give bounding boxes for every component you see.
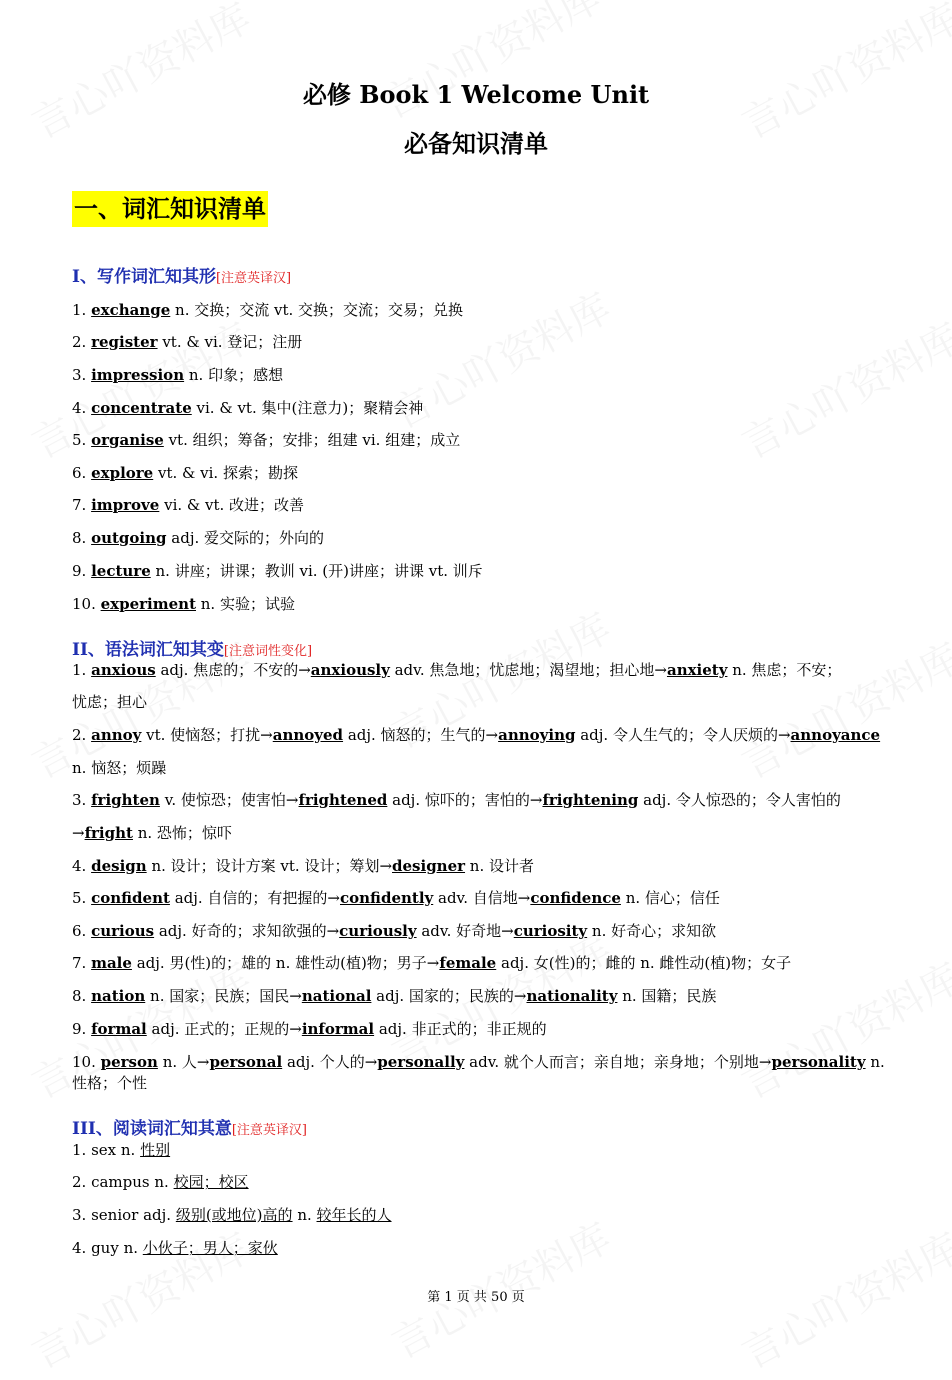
vocab-word: exchange [91,301,171,319]
vocab-prompt: 4. guy n. [72,1239,143,1257]
vocab-definition: n. 印象；感想 [184,366,284,384]
list-item [72,1238,278,1258]
vocab-text: adj. 女(性)的；雌的 n. 雌性动(植)物；女子 [496,954,792,972]
vocab-prompt: 1. sex n. [72,1141,141,1159]
watermark [731,307,952,470]
list-item [72,790,841,810]
list-item [72,1052,885,1072]
list-item [72,463,298,483]
vocab-text: 2. [72,726,92,744]
vocab-word: organise [91,431,164,449]
page-subtitle: 必备知识清单 [404,129,548,158]
vocab-text: n. 设计者 [465,857,534,875]
vocab-word: female [439,954,497,972]
vocab-answer: 校园；校区 [173,1173,249,1191]
list-item [72,561,483,581]
vocab-definition: vi. & vt. 集中(注意力)；聚精会神 [191,399,424,417]
part2-heading-text: II、语法词汇知其变 [72,640,224,660]
vocab-word: confidently [340,889,434,907]
vocab-word: anxiously [310,661,390,679]
part3-note: [注意英译汉] [231,1123,308,1138]
vocab-word: personally [377,1053,465,1071]
list-item [72,856,534,876]
vocab-text: n. 恐怖；惊吓 [132,824,232,842]
vocab-text: n. 国家；民族；国民→ [145,987,302,1005]
vocab-text: adj. 令人生气的；令人厌烦的→ [575,726,791,744]
page-footer: 第 1 页 共 50 页 [427,1290,525,1305]
item-number: 1. [72,301,92,319]
vocab-text: adj. 惊吓的；害怕的→ [387,791,543,809]
vocab-text: n. 人→ [157,1053,210,1071]
vocab-text: 5. [72,889,92,907]
list-item [72,332,302,352]
vocab-word: frighten [91,791,160,809]
vocab-text: 6. [72,922,92,940]
item-number: 5. [72,431,92,449]
vocab-definition: vt. 组织；筹备；安排；组建 vi. 组建；成立 [163,431,461,449]
part3-heading-text: III、阅读词汇知其意 [72,1119,232,1139]
list-item [72,1019,547,1039]
item-number: 8. [72,529,92,547]
item-number: 2. [72,333,92,351]
vocab-word: confident [91,889,170,907]
vocab-word: explore [91,464,154,482]
vocab-text: → [72,824,85,842]
vocab-word: outgoing [91,529,167,547]
vocab-word: design [91,857,147,875]
vocab-word: nationality [526,987,618,1005]
watermark [731,627,952,790]
vocab-word: curious [91,922,155,940]
vocab-text: adj. 恼怒的；生气的→ [343,726,499,744]
part2-note: [注意词性变化] [223,644,313,659]
vocab-word: lecture [91,562,151,580]
vocab-definition: vt. & vi. 登记；注册 [157,333,303,351]
vocab-text: 1. [72,661,92,679]
vocab-word: person [100,1053,158,1071]
vocab-text: adv. 焦急地；忧虑地；渴望地；担心地→ [389,661,667,679]
vocab-word: frightened [298,791,388,809]
vocab-word: anxiety [666,661,728,679]
list-item [72,1073,147,1093]
vocab-word: personality [771,1053,866,1071]
vocab-text: 性格；个性 [72,1074,148,1092]
vocab-text: 8. [72,987,92,1005]
vocab-word: curiosity [513,922,588,940]
list-item [72,725,880,745]
list-item [72,921,716,941]
part1-heading [72,262,291,287]
vocab-text: adv. 自信地→ [433,889,531,907]
list-item [72,888,720,908]
list-item [72,660,841,680]
part1-note: [注意英译汉] [215,271,292,286]
vocab-word: annoying [498,726,576,744]
vocab-word: nation [91,987,146,1005]
vocab-text: vt. 使恼怒；打扰→ [141,726,273,744]
vocab-text: adj. 正式的；正规的→ [146,1020,302,1038]
list-item [72,1140,170,1160]
vocab-text: 3. [72,791,92,809]
list-item [72,300,463,320]
item-number: 7. [72,496,92,514]
vocab-text: 9. [72,1020,92,1038]
vocab-word: national [301,987,372,1005]
vocab-word: improve [91,496,160,514]
vocab-text: n. 设计；设计方案 vt. 设计；筹划→ [146,857,393,875]
list-item [72,1205,392,1225]
vocab-word: concentrate [91,399,192,417]
vocab-word: frightening [542,791,639,809]
vocab-answer: 级别(或地位)高的 [175,1206,293,1224]
vocab-word: fright [84,824,133,842]
list-item [72,823,232,843]
list-item [72,1172,249,1192]
item-number: 9. [72,562,92,580]
vocab-text: n. 信心；信任 [620,889,720,907]
list-item [72,398,423,418]
vocab-text: adv. 就个人而言；亲自地；亲身地；个别地→ [464,1053,772,1071]
vocab-definition: vt. & vi. 探索；勘探 [153,464,298,482]
list-item [72,495,304,515]
vocab-answer: 较年长的人 [316,1206,392,1224]
vocab-word: annoyed [272,726,344,744]
list-item [72,594,295,614]
vocab-text: adj. 非正式的；非正规的 [374,1020,547,1038]
vocab-text: n. 恼怒；烦躁 [72,759,167,777]
vocab-word: formal [91,1020,147,1038]
vocab-word: impression [91,366,185,384]
vocab-text: 4. [72,857,92,875]
vocab-text: n. 焦虑；不安； [727,661,842,679]
vocab-word: register [91,333,158,351]
vocab-text: v. 使惊恐；使害怕→ [159,791,299,809]
vocab-text: 10. [72,1053,101,1071]
list-item [72,986,716,1006]
vocab-word: curiously [339,922,417,940]
vocab-word: designer [392,857,466,875]
vocab-word: personal [209,1053,283,1071]
vocab-prompt: 3. senior adj. [72,1206,176,1224]
list-item [72,528,324,548]
vocab-word: confidence [530,889,621,907]
vocab-text: adj. 自信的；有把握的→ [169,889,340,907]
vocab-text: adj. 国家的；民族的→ [371,987,527,1005]
vocab-word: anxious [91,661,156,679]
vocab-text: adj. 好奇的；求知欲强的→ [154,922,340,940]
part2-heading [72,635,312,660]
vocab-text: 忧虑；担心 [72,693,148,711]
page-title: 必修 Book 1 Welcome Unit [302,80,650,109]
vocab-text: adj. 焦虑的；不安的→ [155,661,311,679]
vocab-prompt: n. [292,1206,317,1224]
vocab-text: adj. 个人的→ [282,1053,378,1071]
item-number: 10. [72,595,101,613]
vocab-word: male [91,954,132,972]
vocab-word: annoyance [790,726,881,744]
part3-heading [72,1114,307,1139]
vocab-text: 7. [72,954,92,972]
vocab-definition: n. 交换；交流 vt. 交换；交流；交易；兑换 [170,301,464,319]
vocab-word: informal [301,1020,375,1038]
watermark [371,0,610,130]
list-item [72,365,283,385]
vocab-word: annoy [91,726,142,744]
list-item [72,430,460,450]
vocab-prompt: 2. campus n. [72,1173,174,1191]
item-number: 6. [72,464,92,482]
item-number: 3. [72,366,92,384]
list-item [72,692,147,712]
section-heading-vocabulary: 一、词汇知识清单 [72,191,268,227]
vocab-definition: vi. & vt. 改进；改善 [159,496,305,514]
vocab-answer: 性别 [140,1141,171,1159]
vocab-text: n. [865,1053,885,1071]
part1-heading-text: I、写作词汇知其形 [72,267,216,287]
vocab-text: adv. 好奇地→ [416,922,514,940]
vocab-definition: n. 实验；试验 [196,595,295,613]
vocab-definition: adj. 爱交际的；外向的 [166,529,325,547]
vocab-text: n. 国籍；民族 [617,987,717,1005]
vocab-text: adj. 男(性)的；雄的 n. 雄性动(植)物；男子→ [131,954,440,972]
vocab-text: adj. 令人惊恐的；令人害怕的 [638,791,841,809]
item-number: 4. [72,399,92,417]
vocab-text: n. 好奇心；求知欲 [587,922,717,940]
vocab-answer: 小伙子；男人；家伙 [142,1239,278,1257]
list-item [72,953,791,973]
list-item [72,758,166,778]
vocab-word: experiment [100,595,196,613]
vocab-definition: n. 讲座；讲课；教训 vi. (开)讲座；讲课 vt. 训斥 [150,562,483,580]
